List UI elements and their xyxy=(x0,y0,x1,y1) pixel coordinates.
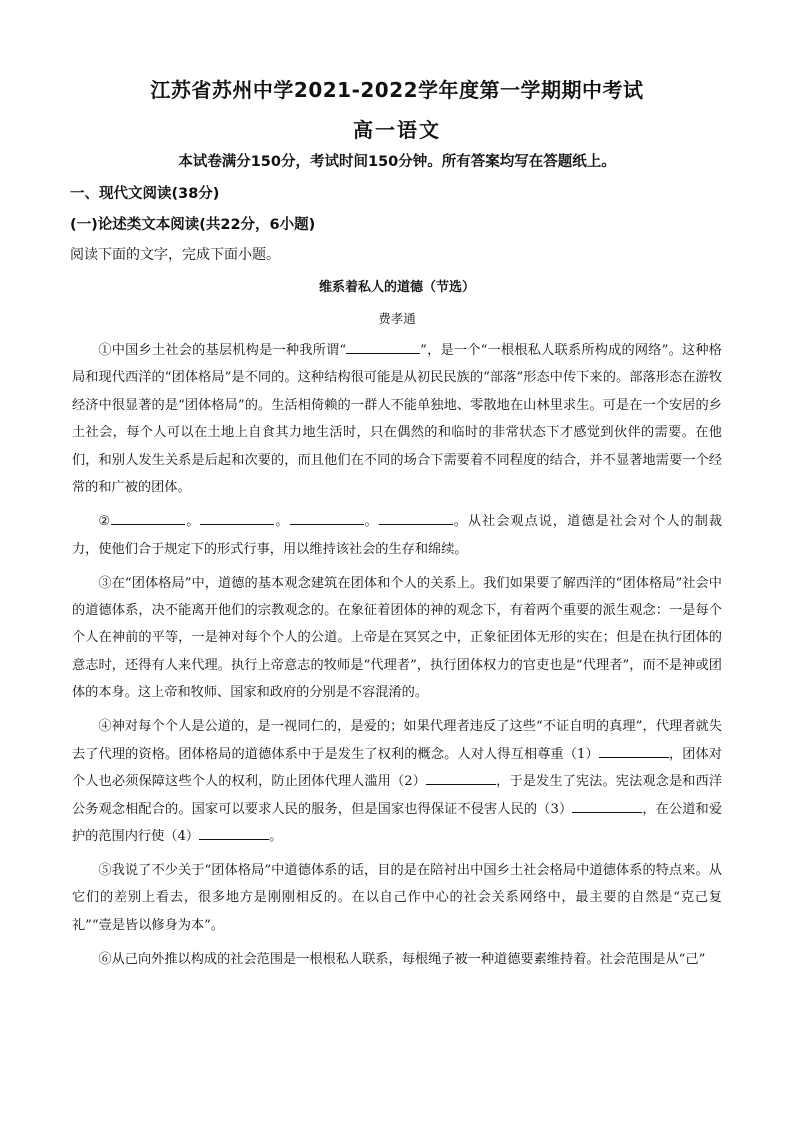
paragraph-1-text-b: ”，是一个“一根根私人联系所构成的网络”。这种格局和现代西洋的“团体格局”是不同的。这种结构很可能是从初民民族的“部落”形态中传下来的。部落形态在游牧经济中很显著的是“团体格局”的。生活相倚赖的一群人不能单独地、零散地在山林里求生。可是在一个安居的乡土社会，每个人可以在土地上自食其力地生活时，只在偶然的和临时的非常状态下才感觉到伙伴的需要。在他们，和别人发生关系是后起和次要的，而且他们在不同的场合下需要着不同程度的结合，并不显著地需要一个经常的和广被的团体。 xyxy=(72,343,722,496)
answer-blank[interactable] xyxy=(290,510,364,525)
separator: 。 xyxy=(363,514,379,530)
answer-blank-3[interactable] xyxy=(572,798,642,813)
paragraph-1 xyxy=(72,337,722,501)
answer-blank[interactable] xyxy=(200,510,274,525)
paragraph-4-text-c: ，于是发生了宪法。宪法观念是和西洋公务观念相配合的。国家可以要求人民的服务，但是国家也得保证不侵害人民的（3） xyxy=(72,774,723,817)
subsection-heading: (一)论述类文本阅读(共22分，6小题) xyxy=(70,217,316,233)
paragraph-6: ⑥从己向外推以构成的社会范围是一根根私人联系，每根绳子被一种道德要素维持着。社会范围是从“己” xyxy=(98,951,706,967)
paragraph-1-text-a: ①中国乡土社会的基层机构是一种我所谓“ xyxy=(98,343,347,358)
blank-number-1: （1） xyxy=(563,746,599,762)
article-author: 费孝通 xyxy=(378,311,416,326)
paragraph-2-number: ② xyxy=(98,514,112,530)
answer-blank-4[interactable] xyxy=(199,825,269,840)
paragraph-4-text-a: ④神对每个个人是公道的，是一视同仁的，是爱的；如果代理者违反了这些“不证自明的真理”，代理者就失去了代理的资格。团体格局的道德体系中于是发生了权利的概念。人对人得互相尊重 xyxy=(72,719,722,762)
answer-blank-1[interactable] xyxy=(599,743,669,758)
reading-instruction: 阅读下面的文字，完成下面小题。 xyxy=(70,247,280,263)
paragraph-3: ③在“团体格局”中，道德的基本观念建筑在团体和个人的关系上。我们如果要了解西洋的“团体格局”社会中的道德体系，决不能离开他们的宗教观念的。在象征着团体的神的观念下，有着两个重要的派生观念：一是每个个人在神前的平等，一是神对每个个人的公道。上帝是在冥冥之中，正象征团体无形的实在；但是在执行团体的意志时，还得有人来代理。执行上帝意志的牧师是“代理者”，执行团体权力的官吏也是“代理者”，而不是神或团体的本身。这上帝和牧师、国家和政府的分别是不容混淆的。 xyxy=(72,575,722,701)
article-body xyxy=(72,337,722,980)
paragraph-4-text-e: 。 xyxy=(269,828,283,844)
paragraph-2-text: 。从社会观点说，道德是社会对个人的制裁力，使他们合于规定下的形式行事，用以维持该社会的生存和绵续。 xyxy=(72,514,723,557)
exam-subject: 高一语文 xyxy=(353,118,441,142)
article-title: 维系着私人的道德（节选） xyxy=(318,280,475,295)
separator: 。 xyxy=(274,514,290,530)
paragraph-4-text-b: ，团体对个人也必须保障这些个人的权利，防止团体代理人滥用（2） xyxy=(72,746,723,790)
answer-blank-2[interactable] xyxy=(426,770,496,785)
separator: 。 xyxy=(185,514,201,530)
exam-title: 江苏省苏州中学2021-2022学年度第一学期期中考试 xyxy=(150,78,644,102)
answer-blank[interactable] xyxy=(111,510,185,525)
section-heading: 一、现代文阅读(38分) xyxy=(70,186,220,202)
paragraph-4-text-d: ，在公道和爱护的范围内行使（4） xyxy=(72,801,723,844)
answer-blank[interactable] xyxy=(379,510,453,525)
paragraph-5: ⑤我说了不少关于“团体格局”中道德体系的话，目的是在陪衬出中国乡土社会格局中道德体系的特点来。从它们的差别上看去，很多地方是刚刚相反的。在以自己作中心的社会关系网络中，最主要的自然是“克己复礼”“壹是皆以修身为本”。 xyxy=(72,863,722,933)
exam-notice: 本试卷满分150分，考试时间150分钟。所有答案均写在答题纸上。 xyxy=(178,154,616,170)
paragraph-4 xyxy=(72,713,722,850)
answer-blank[interactable] xyxy=(346,339,420,354)
paragraph-2 xyxy=(72,508,722,563)
